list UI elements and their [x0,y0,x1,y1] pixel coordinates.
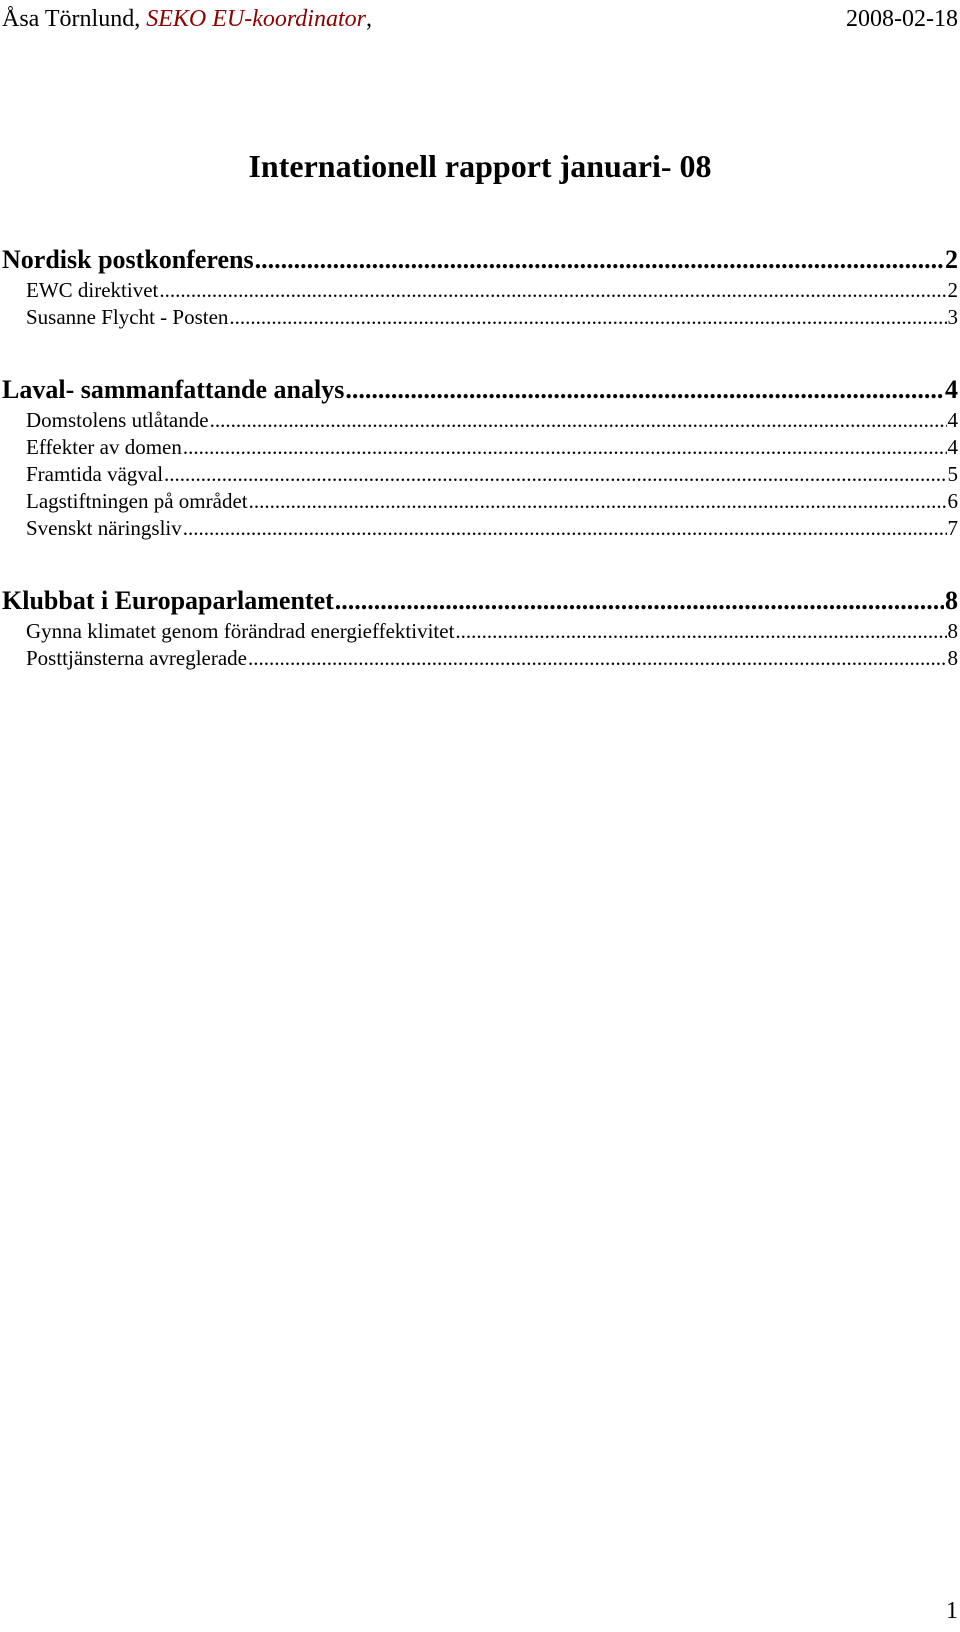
toc-subentry-page: 2 [947,278,958,302]
toc-subentry[interactable] [2,434,958,461]
toc-subentry-page: 5 [947,462,958,486]
toc-subentry-label: Gynna klimatet genom förändrad energieffektivitet [26,619,455,643]
toc-subentry-page: 8 [947,619,958,643]
toc-subentry-label: Effekter av domen [26,435,182,459]
page-header [2,2,958,36]
toc-entry[interactable] [2,243,958,277]
toc-entry-label: Laval- sammanfattande analys [2,375,345,404]
toc-subentry[interactable] [2,515,958,542]
toc-subentry[interactable] [2,304,958,331]
header-author: Åsa Törnlund, [2,6,141,32]
toc-subentry[interactable] [2,277,958,304]
toc-leader [255,243,944,277]
toc-leader [159,277,946,304]
toc-subentry-label: Svenskt näringsliv [26,516,182,540]
toc-subentry[interactable] [2,407,958,434]
toc-subentry-page: 4 [947,408,958,432]
toc-subentry[interactable] [2,488,958,515]
toc-leader [164,461,946,488]
toc-subentry-page: 7 [947,516,958,540]
toc-subentry[interactable] [2,645,958,672]
toc-leader [183,515,947,542]
document-title: Internationell rapport januari- 08 [248,148,712,184]
toc-leader [455,618,946,645]
header-role-suffix: , [365,6,372,32]
toc-subentry-page: 3 [947,305,958,329]
toc-subentry-page: 6 [947,489,958,513]
toc-subentry-page: 8 [947,646,958,670]
toc-entry[interactable] [2,373,958,407]
toc-entry-page: 4 [945,375,958,404]
toc-subentry-label: Susanne Flycht - Posten [26,305,229,329]
toc-section-nordisk-postkonferens [2,243,958,331]
toc-subentry[interactable] [2,618,958,645]
toc-entry-label: Nordisk postkonferens [2,245,254,274]
toc-section-laval [2,373,958,542]
toc-subentry-label: Lagstiftningen på området [26,489,248,513]
header-author-block [2,2,372,36]
toc-subentry-label: Framtida vägval [26,462,164,486]
toc-entry-page: 8 [945,586,958,615]
toc-leader [210,407,947,434]
header-date: 2008-02-18 [846,6,958,32]
toc-subentry-label: Domstolens utlåtande [26,408,209,432]
toc-leader [249,488,947,515]
toc-subentry-page: 4 [947,435,958,459]
toc-leader [345,373,944,407]
toc-leader [229,304,946,331]
toc-subentry[interactable] [2,461,958,488]
toc-leader [183,434,947,461]
toc-leader [248,645,947,672]
toc-section-klubbat [2,584,958,672]
header-role: SEKO EU-koordinator [146,6,366,32]
toc-entry-page: 2 [945,245,958,274]
toc-entry-label: Klubbat i Europaparlamentet [2,586,334,615]
page-number: 1 [946,1598,958,1624]
toc-leader [335,584,944,618]
toc-subentry-label: Posttjänsterna avreglerade [26,646,247,670]
toc-subentry-label: EWC direktivet [26,278,159,302]
toc-entry[interactable] [2,584,958,618]
